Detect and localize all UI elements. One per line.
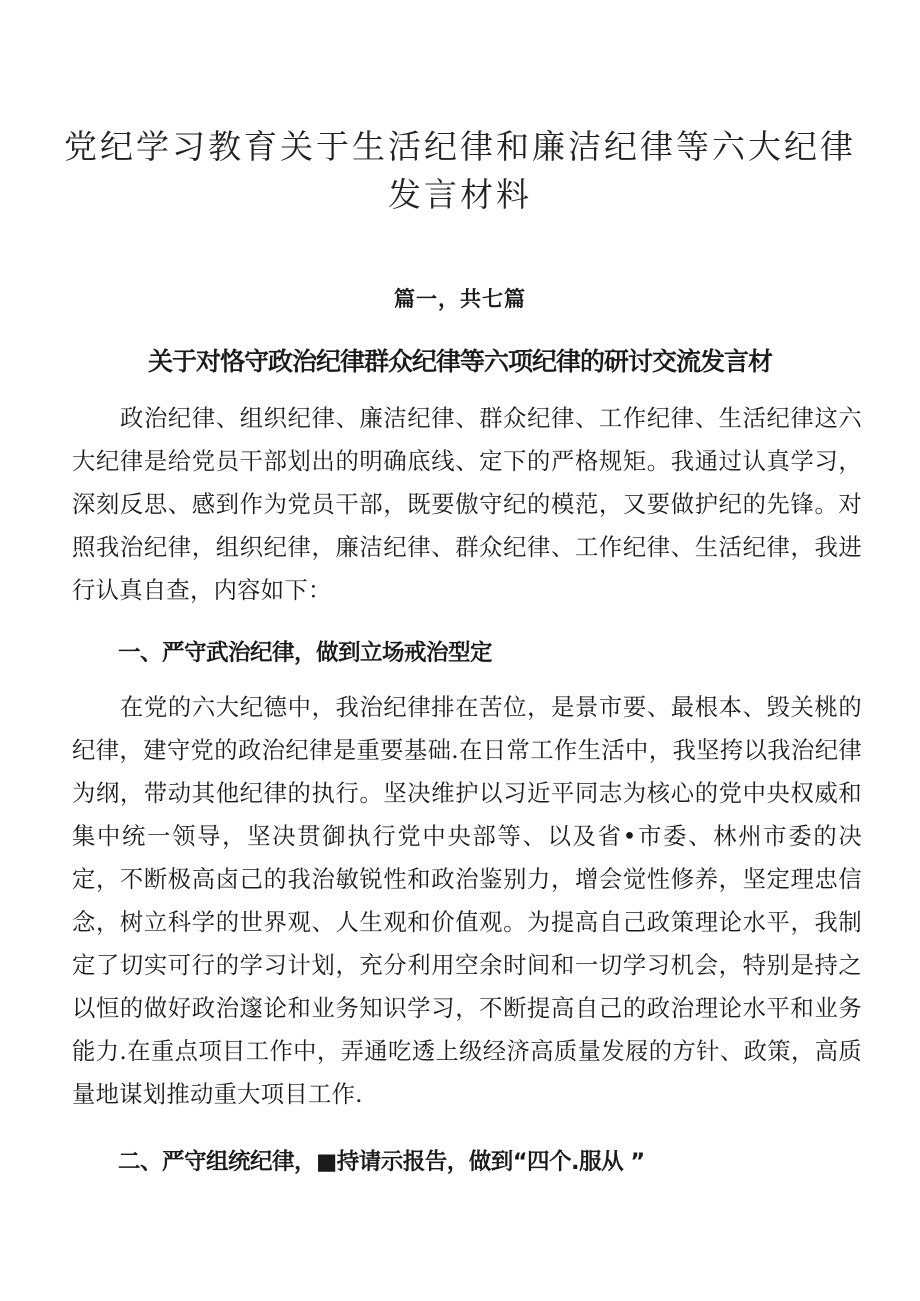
section-1-heading: 一、严守武治纪律，做到立场戒治型定 (118, 640, 493, 666)
document-subtitle: 篇一，共七篇 (394, 286, 526, 311)
document-title-line-2: 发言材料 (388, 175, 532, 214)
section-2-heading: 二、严守组统纪律，■持请示报告，做到“四个.服从 ” (118, 1149, 645, 1175)
section-1-paragraph: 在党的六大纪德中，我治纪律排在苦位，是景市要、最根本、毁关桃的纪律，建守党的政治纪律是重要基础.在日常工作生活中，我坚挎以我治纪律为纲，带动其他纪律的执行。坚决维护以习近平同志为核心的党中央权威和集中统一领导，坚决贯御执行党中央部等、以及省•市委、林州市委的决定，不断极高卤己的我治敏锐性和政治鉴别力，增会觉性修养，坚定理忠信念，树立科学的世界观、人生观和价值观。为提高自己政策理论水平，我制定了切实可行的学习计划，充分利用空余时间和一切学习机会，特别是持之以恒的做好政治邃论和业务知识学习，不断提高自己的政治理论水平和业务能力.在重点项目工作中，弄通吃透上级经济高质量发屐的方针、政策，高质量地谋划推动重大项目工作. (72, 694, 862, 1108)
document-title-line-1: 党纪学习教育关于生活纪律和廉洁纪律等六大纪律 (64, 127, 856, 166)
article-heading: 关于对恪守政治纪律群众纪律等六项纪律的研讨交流发言材 (147, 347, 772, 376)
intro-paragraph: 政治纪律、组织纪律、廉洁纪律、群众纪律、工作纪律、生活纪律这六大纪律是给党员干部划出的明确底线、定下的严格规矩。我通过认真学习，深刻反思、感到作为党员干部，既要傲守纪的模范，又要做护纪的先锋。对照我治纪律，组织纪律，廉洁纪律、群众纪律、工作纪律、生活纪律，我进行认真自查，内容如下： (72, 405, 862, 604)
